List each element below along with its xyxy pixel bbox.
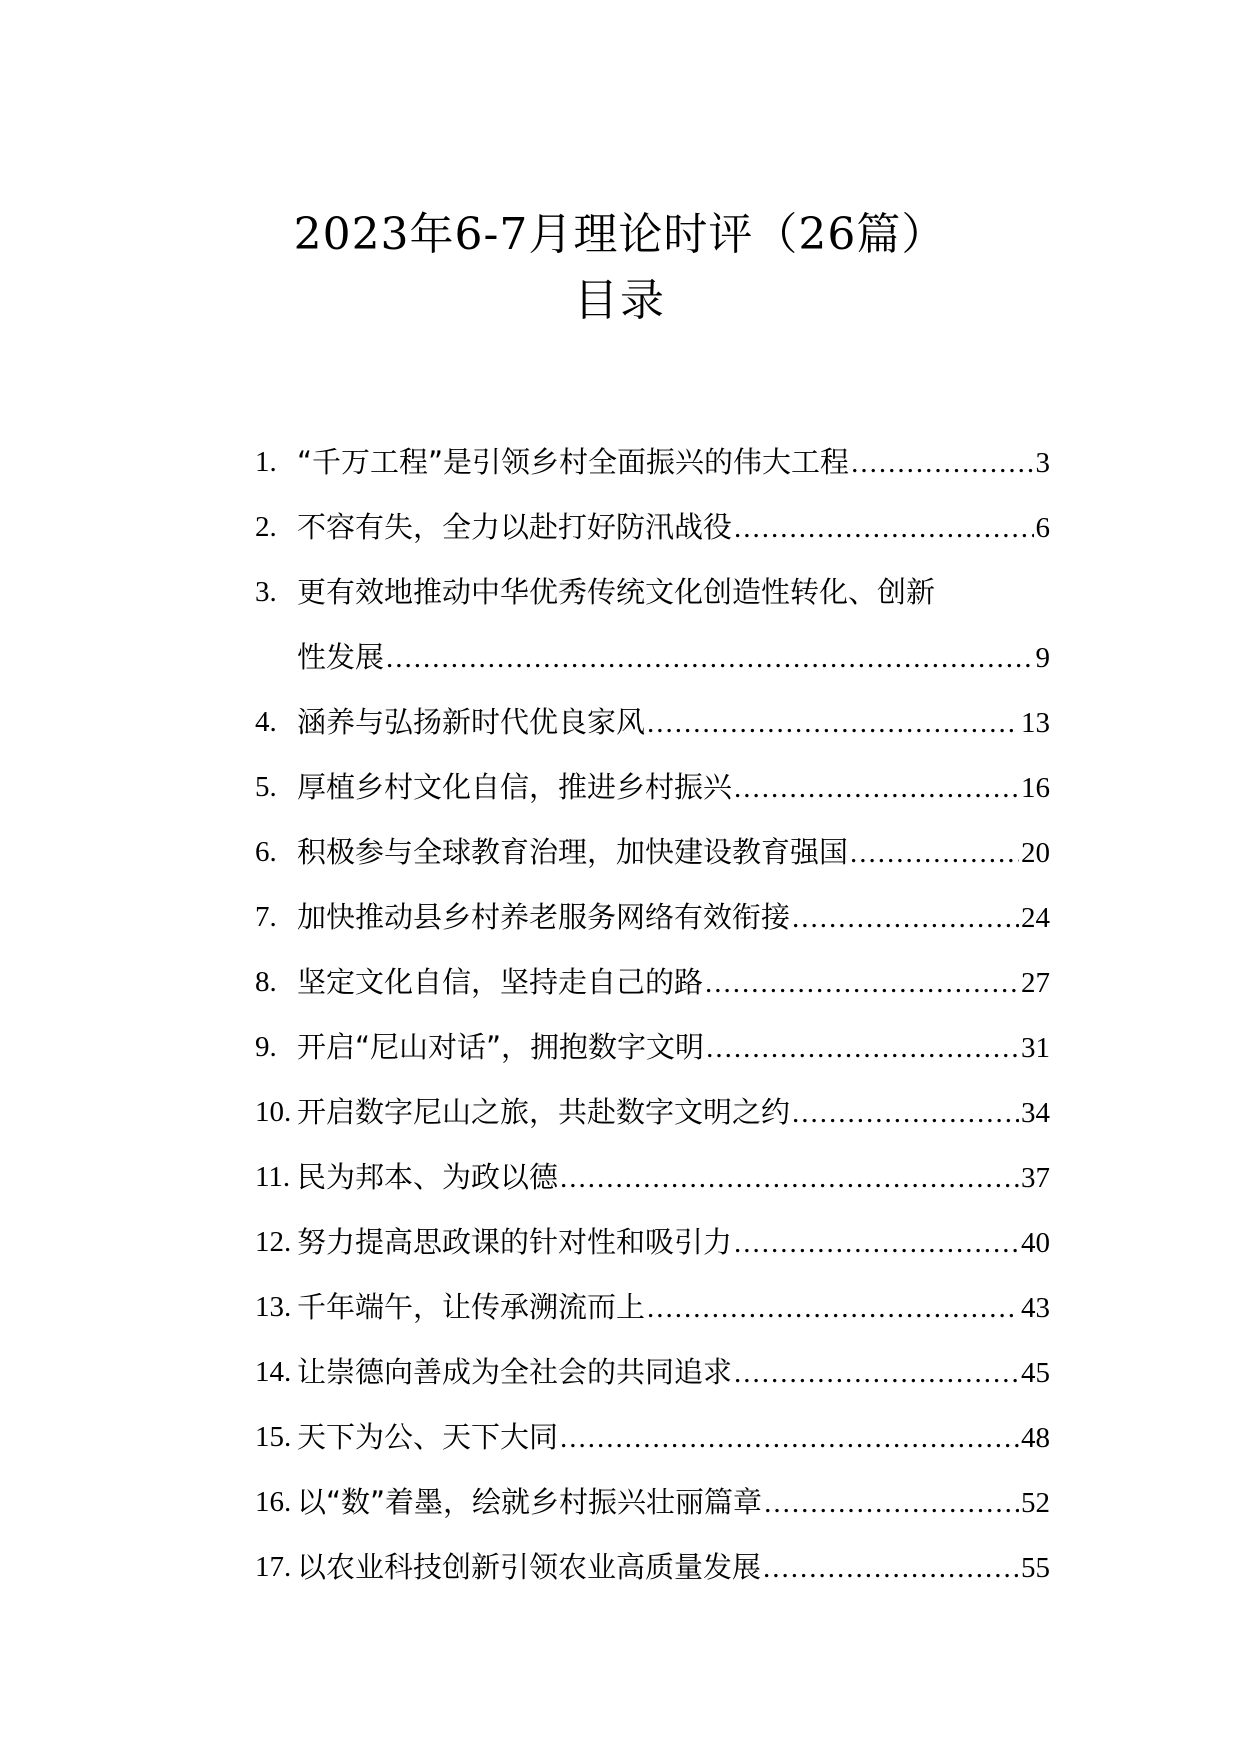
- toc-entry[interactable]: [255, 430, 1050, 495]
- toc-leader-dots: [734, 1211, 1019, 1276]
- toc-entry-number: 5.: [255, 771, 277, 803]
- toc-entry[interactable]: [255, 1470, 1050, 1535]
- toc-leader-dots: [850, 821, 1019, 886]
- toc-entry-page: 34: [1021, 1097, 1050, 1129]
- toc-entry-title: 千年端午，让传承溯流而上: [297, 1290, 646, 1324]
- toc-entry[interactable]: [255, 755, 1050, 820]
- toc-entry[interactable]: [255, 1535, 1050, 1600]
- toc-entry-title: 天下为公、天下大同: [297, 1420, 559, 1454]
- toc-entry-title: 让崇德向善成为全社会的共同追求: [297, 1355, 733, 1389]
- toc-entry-number: 4.: [255, 706, 277, 738]
- toc-leader-dots: [792, 1081, 1019, 1146]
- toc-entry-title: 努力提高思政课的针对性和吸引力: [297, 1225, 733, 1259]
- toc-leader-dots: [734, 1341, 1019, 1406]
- toc-entry-number: 11.: [255, 1161, 291, 1193]
- toc-leader-dots: [647, 691, 1019, 756]
- toc-entry-number: 3.: [255, 576, 277, 608]
- document-title: 2023年6-7月理论时评（26篇）: [293, 209, 947, 260]
- toc-entry-page: 55: [1021, 1552, 1050, 1584]
- toc-entry-number: 13.: [255, 1291, 292, 1323]
- toc-entry-title: 积极参与全球教育治理，加快建设教育强国: [297, 835, 849, 869]
- toc-entry-number: 9.: [255, 1031, 277, 1063]
- toc-leader-dots: [560, 1406, 1019, 1471]
- toc-entry-page: 27: [1021, 967, 1050, 999]
- toc-entry-page: 6: [1035, 512, 1050, 544]
- toc-entry-title: 开启数字尼山之旅，共赴数字文明之约: [297, 1095, 791, 1129]
- toc-entry[interactable]: [255, 820, 1050, 885]
- toc-leader-dots: [560, 1146, 1019, 1211]
- toc-entry-title: 民为邦本、为政以德: [297, 1160, 559, 1194]
- toc-leader-dots: [734, 496, 1033, 561]
- toc-entry-page: 31: [1021, 1032, 1050, 1064]
- toc-entry-number: 14.: [255, 1356, 292, 1388]
- toc-entry-title: 以农业科技创新引领农业高质量发展: [297, 1550, 762, 1584]
- toc-entry-title: 开启“尼山对话”，拥抱数字文明: [297, 1030, 705, 1064]
- toc-entry-number: 2.: [255, 511, 277, 543]
- toc-entry-title: 厚植乡村文化自信，推进乡村振兴: [297, 770, 733, 804]
- toc-entry[interactable]: [255, 690, 1050, 755]
- toc-entry-title: 不容有失，全力以赴打好防汛战役: [297, 510, 733, 544]
- toc-leader-dots: [763, 1536, 1019, 1601]
- toc-entry-number: 15.: [255, 1421, 292, 1453]
- toc-entry-number: 6.: [255, 836, 277, 868]
- toc-entry-page: 52: [1021, 1487, 1050, 1519]
- toc-leader-dots: [386, 626, 1033, 691]
- toc-leader-dots: [705, 951, 1019, 1016]
- toc-entry[interactable]: [255, 885, 1050, 950]
- toc-entry-number: 17.: [255, 1551, 292, 1583]
- toc-entry[interactable]: [255, 1275, 1050, 1340]
- toc-entry-number: 7.: [255, 901, 277, 933]
- toc-leader-dots: [734, 756, 1019, 821]
- title-block: [0, 205, 1240, 331]
- toc-leader-dots: [647, 1276, 1019, 1341]
- toc-entry-title-continued: 性发展: [297, 640, 385, 674]
- toc-entry-number: 1.: [255, 446, 277, 478]
- document-subtitle: 目录: [574, 275, 666, 326]
- toc-entry-title: 更有效地推动中华优秀传统文化创造性转化、创新: [297, 575, 936, 609]
- toc-entry-page: 24: [1021, 902, 1050, 934]
- toc-entry-number: 16.: [255, 1486, 292, 1518]
- toc-entry-number: 10.: [255, 1096, 292, 1128]
- toc-entry-page: 16: [1021, 772, 1050, 804]
- toc-leader-dots: [764, 1471, 1019, 1536]
- toc-entry-page: 3: [1035, 447, 1050, 479]
- toc-entry[interactable]: [255, 1015, 1050, 1080]
- toc-entry[interactable]: [255, 1405, 1050, 1470]
- toc-entry[interactable]: [255, 495, 1050, 560]
- toc-entry-page: 20: [1021, 837, 1050, 869]
- toc-entry[interactable]: [255, 1145, 1050, 1210]
- toc-entry-title: “千万工程”是引领乡村全面振兴的伟大工程: [297, 445, 850, 479]
- toc-entry-page: 37: [1021, 1162, 1050, 1194]
- toc-leader-dots: [792, 886, 1019, 951]
- toc-leader-dots: [706, 1016, 1019, 1081]
- toc-entry-title: 加快推动县乡村养老服务网络有效衔接: [297, 900, 791, 934]
- toc-entry[interactable]: [255, 1340, 1050, 1405]
- toc-entry-title: 坚定文化自信，坚持走自己的路: [297, 965, 704, 999]
- toc-entry[interactable]: [255, 1080, 1050, 1145]
- toc-entry[interactable]: [255, 950, 1050, 1015]
- toc-entry-page: 9: [1035, 642, 1050, 674]
- toc-entry-number: 12.: [255, 1226, 292, 1258]
- toc-entry-title: 涵养与弘扬新时代优良家风: [297, 705, 646, 739]
- toc-entry-title: 以“数”着墨，绘就乡村振兴壮丽篇章: [297, 1485, 763, 1519]
- toc-entry[interactable]: [255, 1210, 1050, 1275]
- toc-entry-page: 40: [1021, 1227, 1050, 1259]
- toc-entry-page: 43: [1021, 1292, 1050, 1324]
- toc-entry-page: 13: [1021, 707, 1050, 739]
- toc-entry[interactable]: [255, 560, 1050, 690]
- toc-entry-page: 45: [1021, 1357, 1050, 1389]
- toc-entry-number: 8.: [255, 966, 277, 998]
- toc-leader-dots: [851, 431, 1033, 496]
- toc-entry-page: 48: [1021, 1422, 1050, 1454]
- table-of-contents: [255, 430, 1050, 1600]
